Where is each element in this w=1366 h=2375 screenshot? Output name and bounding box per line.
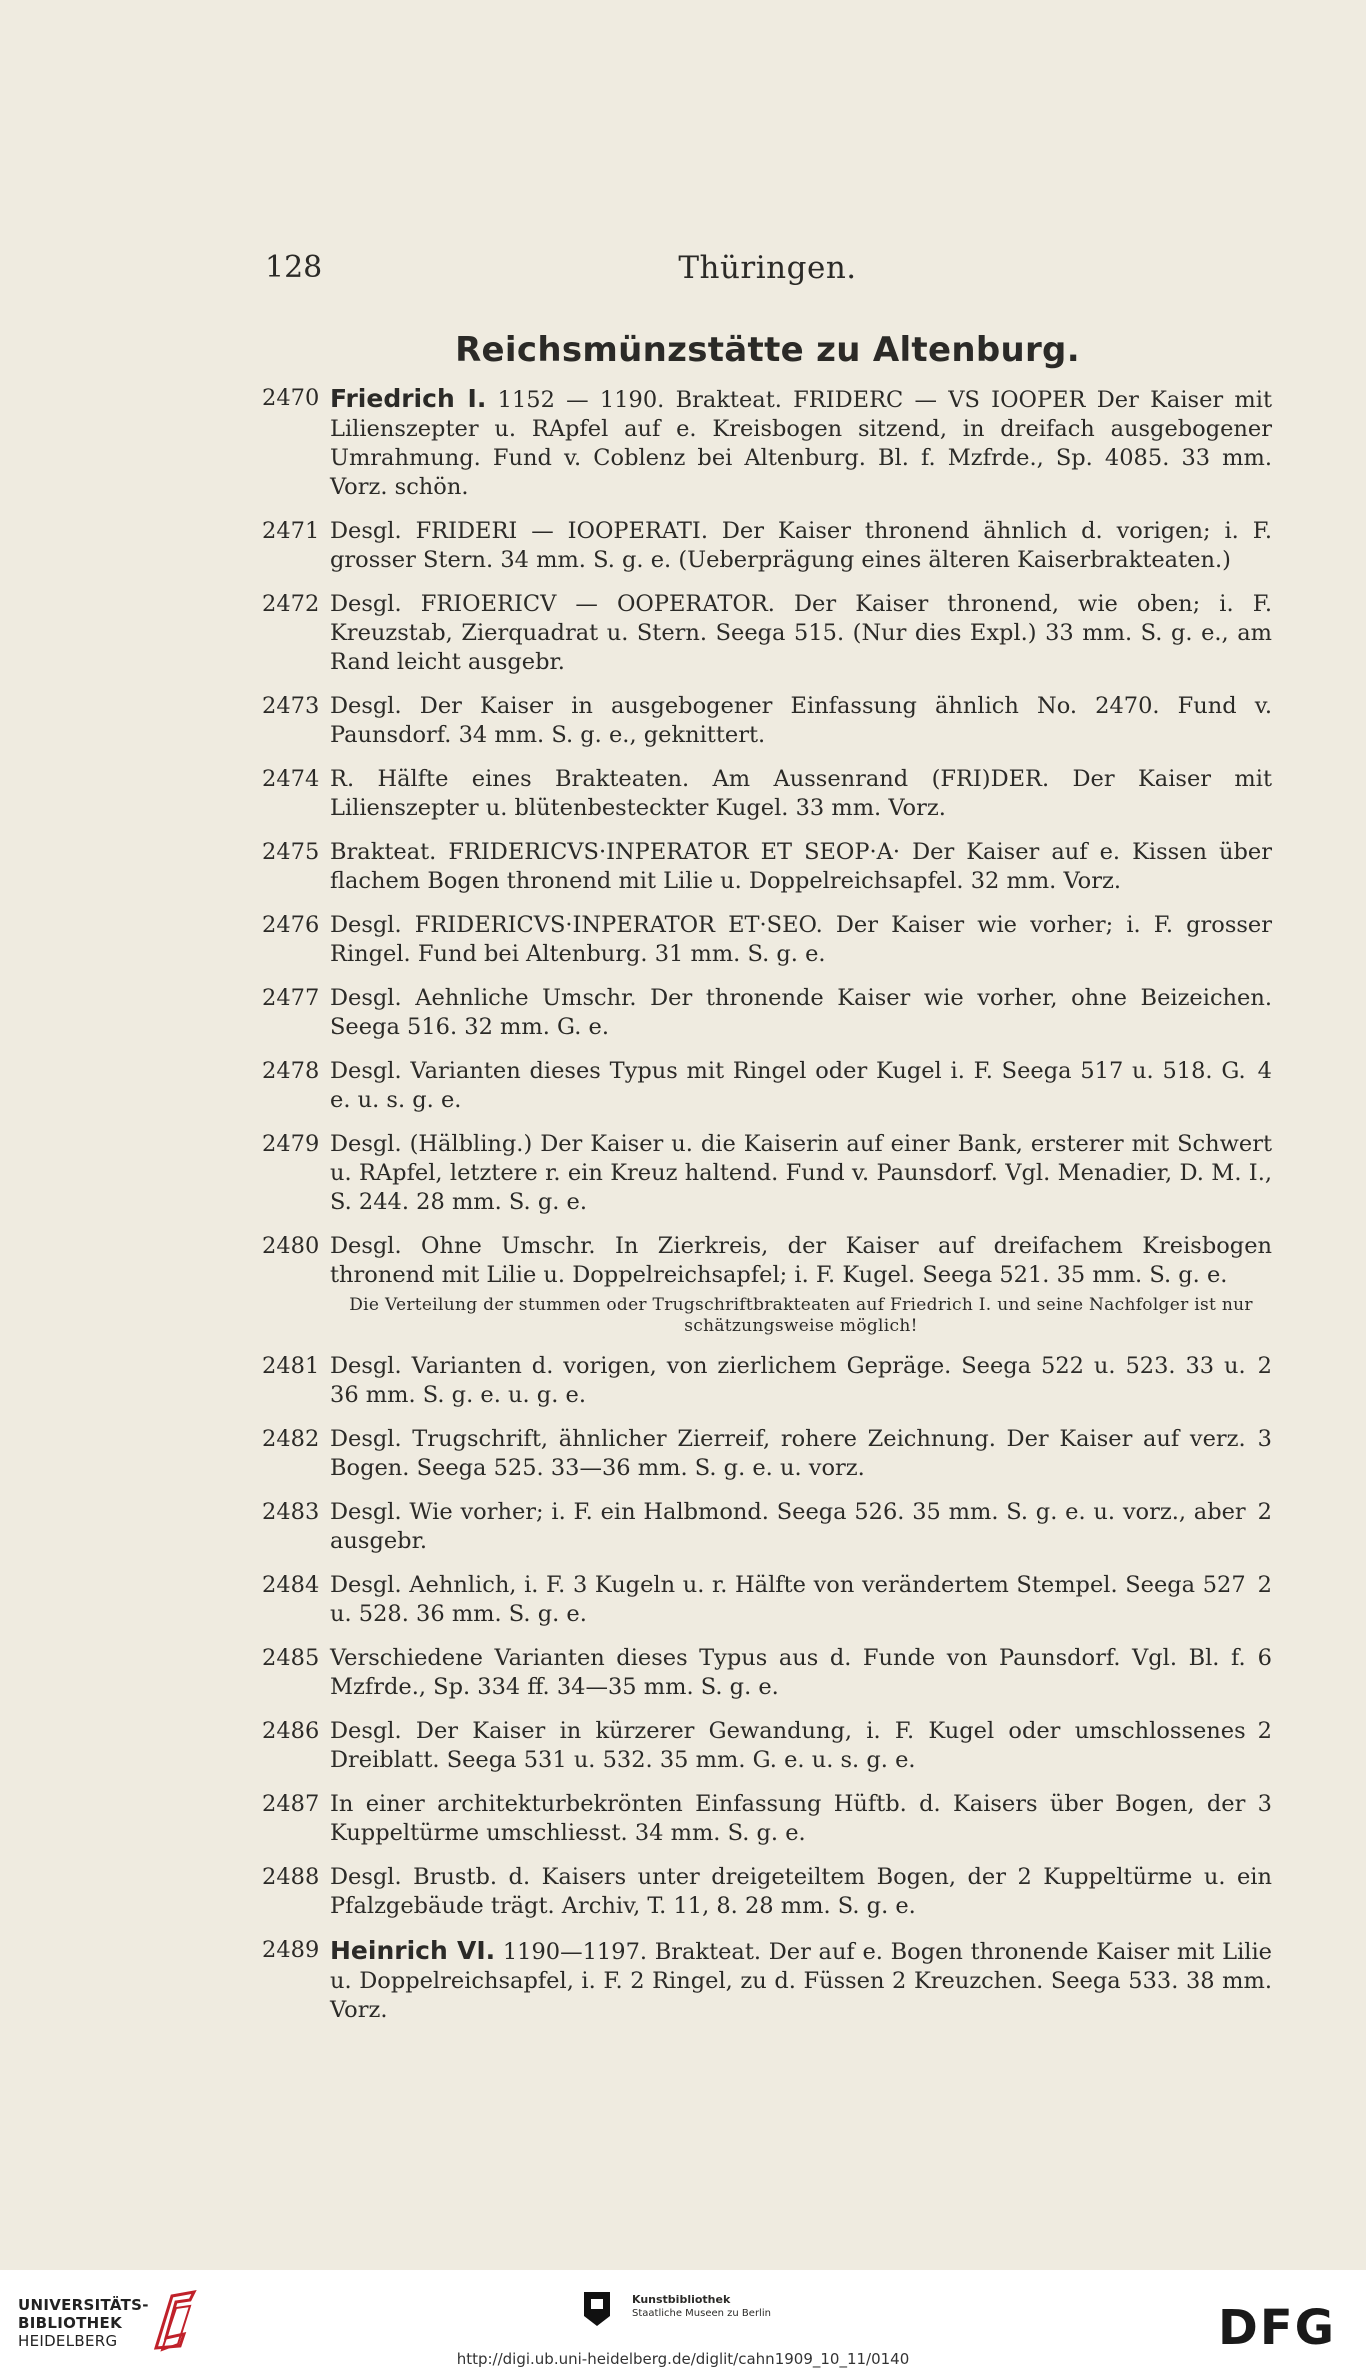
entry-price: 2 bbox=[1257, 1499, 1272, 1525]
entry-text: Verschiedene Varianten dieses Typus aus d. Funde von Paunsdorf. Vgl. Bl. f. Mzfrde., Sp. 334 ff. 34—35 mm. S. g. e. bbox=[330, 1645, 1246, 1700]
catalog-entry bbox=[262, 911, 1272, 969]
catalog-entry bbox=[262, 590, 1272, 677]
entry-text: Desgl. Aehnliche Umschr. Der thronende Kaiser wie vorher, ohne Beizeichen. Seega 516. 32 mm. G. e. bbox=[330, 985, 1272, 1040]
entry-number: 2473 bbox=[262, 693, 320, 719]
entry-text: R. Hälfte eines Brakteaten. Am Aussenrand (FRI)DER. Der Kaiser mit Lilienszepter u. blütenbesteckter Kugel. 33 mm. Vorz. bbox=[330, 766, 1272, 821]
entry-ruler: Friedrich I. bbox=[330, 384, 487, 413]
catalog-entry bbox=[262, 1498, 1272, 1556]
entry-text: Desgl. Der Kaiser in ausgebogener Einfassung ähnlich No. 2470. Fund v. Paunsdorf. 34 mm. S. g. e., geknittert. bbox=[330, 693, 1272, 748]
entry-text: Desgl. (Hälbling.) Der Kaiser u. die Kaiserin auf einer Bank, ersterer mit Schwert u. RApfel, letztere r. ein Kreuz haltend. Fund v. Paunsdorf. Vgl. Menadier, D. M. I., S. 244. 28 mm. S. g. e. bbox=[330, 1131, 1272, 1215]
entry-text: Desgl. Brustb. d. Kaisers unter dreigeteiltem Bogen, der 2 Kuppeltürme u. ein Pfalzgebäude trägt. Archiv, T. 11, 8. 28 mm. S. g. e. bbox=[330, 1864, 1272, 1919]
catalog-entry bbox=[262, 1130, 1272, 1217]
entry-number: 2474 bbox=[262, 766, 320, 792]
entry-ruler: Heinrich VI. bbox=[330, 1936, 496, 1965]
dfg-logo[interactable]: DFG bbox=[1218, 2300, 1337, 2356]
university-library-logo[interactable] bbox=[18, 2296, 149, 2350]
entry-number: 2477 bbox=[262, 985, 320, 1011]
entry-price: 2 bbox=[1257, 1718, 1272, 1744]
entry-number: 2483 bbox=[262, 1499, 320, 1525]
catalog-entry bbox=[262, 517, 1272, 575]
entry-price: 6 bbox=[1257, 1645, 1272, 1671]
entry-text: Desgl. Trugschrift, ähnlicher Zierreif, rohere Zeichnung. Der Kaiser auf verz. Bogen. Seega 525. 33—36 mm. S. g. e. u. vorz. bbox=[330, 1426, 1246, 1481]
entry-text: Desgl. FRIDERI — IOOPERATI. Der Kaiser thronend ähnlich d. vorigen; i. F. grosser Stern. 34 mm. S. g. e. (Ueberprägung eines älteren Kaiserbrakteaten.) bbox=[330, 518, 1272, 573]
entry-number: 2488 bbox=[262, 1864, 320, 1890]
catalog-entry bbox=[262, 1717, 1272, 1775]
footer-band bbox=[0, 2270, 1366, 2375]
kb-line1: Kunstbibliothek bbox=[632, 2293, 731, 2306]
kb-line2: Staatliche Museen zu Berlin bbox=[632, 2308, 771, 2319]
catalog-entries bbox=[262, 384, 1272, 2040]
entry-price: 2 bbox=[1257, 1353, 1272, 1379]
catalog-entry bbox=[262, 1790, 1272, 1848]
entry-number: 2479 bbox=[262, 1131, 320, 1157]
entry-number: 2482 bbox=[262, 1426, 320, 1452]
catalog-entry bbox=[262, 1057, 1272, 1115]
uni-logo-line3: HEIDELBERG bbox=[18, 2332, 118, 2350]
entry-number: 2480 bbox=[262, 1233, 320, 1259]
entry-number: 2486 bbox=[262, 1718, 320, 1744]
entry-price: 2 bbox=[1257, 1572, 1272, 1598]
entry-text: Desgl. Der Kaiser in kürzerer Gewandung, i. F. Kugel oder umschlossenes Dreiblatt. Seega 531 u. 532. 35 mm. G. e. u. s. g. e. bbox=[330, 1718, 1246, 1773]
catalog-entry bbox=[262, 1863, 1272, 1921]
entry-text: Desgl. Varianten dieses Typus mit Ringel oder Kugel i. F. Seega 517 u. 518. G. e. u. s. g. e. bbox=[330, 1058, 1246, 1113]
section-title: Reichsmünzstätte zu Altenburg. bbox=[455, 330, 1080, 370]
entry-price: 4 bbox=[1257, 1058, 1272, 1084]
running-head: Thüringen. bbox=[678, 250, 857, 286]
entry-number: 2475 bbox=[262, 839, 320, 865]
catalog-entry bbox=[262, 838, 1272, 896]
entry-text: Desgl. FRIOERICV — OOPERATOR. Der Kaiser thronend, wie oben; i. F. Kreuzstab, Zierquadrat u. Stern. Seega 515. (Nur dies Expl.) 33 mm. S. g. e., am Rand leicht ausgebr. bbox=[330, 591, 1272, 675]
entry-text: 1152 — 1190. Brakteat. FRIDERC — VS IOOPER Der Kaiser mit Lilienszepter u. RApfel auf e. Kreisbogen sitzend, in dreifach ausgebogener Umrahmung. Fund v. Coblenz bei Altenburg. Bl. f. Mzfrde., Sp. 4085. 33 mm. Vorz. schön. bbox=[330, 387, 1272, 500]
entry-text: Desgl. Ohne Umschr. In Zierkreis, der Kaiser auf dreifachem Kreisbogen thronend mit Lilie u. Doppelreichsapfel; i. F. Kugel. Seega 521. 35 mm. S. g. e. bbox=[330, 1233, 1272, 1288]
uni-emblem-icon bbox=[150, 2288, 200, 2358]
catalog-entry bbox=[262, 1644, 1272, 1702]
entry-number: 2476 bbox=[262, 912, 320, 938]
catalog-entry bbox=[262, 1352, 1272, 1410]
catalog-entry bbox=[262, 765, 1272, 823]
entry-number: 2470 bbox=[262, 385, 320, 411]
entry-number: 2471 bbox=[262, 518, 320, 544]
catalog-entry bbox=[262, 1571, 1272, 1629]
catalog-entry bbox=[262, 1936, 1272, 2025]
entry-number: 2485 bbox=[262, 1645, 320, 1671]
entry-price: 3 bbox=[1257, 1426, 1272, 1452]
entry-text: In einer architekturbekrönten Einfassung Hüftb. d. Kaisers über Bogen, der 3 Kuppeltürme umschliesst. 34 mm. S. g. e. bbox=[330, 1791, 1272, 1846]
entry-number: 2489 bbox=[262, 1937, 320, 1963]
footnote: Die Verteilung der stummen oder Trugschriftbrakteaten auf Friedrich I. und seine Nachfolger ist nur schätzungsweise möglich! bbox=[349, 1295, 1253, 1336]
entry-text: Desgl. FRIDERICVS·INPERATOR ET·SEO. Der Kaiser wie vorher; i. F. grosser Ringel. Fund bei Altenburg. 31 mm. S. g. e. bbox=[330, 912, 1272, 967]
entry-number: 2478 bbox=[262, 1058, 320, 1084]
entry-text: Desgl. Varianten d. vorigen, von zierlichem Gepräge. Seega 522 u. 523. 33 u. 36 mm. S. g. e. u. g. e. bbox=[330, 1353, 1246, 1408]
permalink-url[interactable]: http://digi.ub.uni-heidelberg.de/diglit/cahn1909_10_11/0140 bbox=[456, 2350, 910, 2368]
entry-number: 2481 bbox=[262, 1353, 320, 1379]
entry-text: Desgl. Aehnlich, i. F. 3 Kugeln u. r. Hälfte von verändertem Stempel. Seega 527 u. 528. 36 mm. S. g. e. bbox=[330, 1572, 1246, 1627]
entry-number: 2472 bbox=[262, 591, 320, 617]
entry-number: 2484 bbox=[262, 1572, 320, 1598]
entry-text: Brakteat. FRIDERICVS·INPERATOR ET SEOP·A· Der Kaiser auf e. Kissen über flachem Bogen thronend mit Lilie u. Doppelreichsapfel. 32 mm. Vorz. bbox=[330, 839, 1272, 894]
uni-logo-line1: UNIVERSITÄTS- bbox=[18, 2296, 149, 2314]
entry-text: 1190—1197. Brakteat. Der auf e. Bogen thronende Kaiser mit Lilie u. Doppelreichsapfel, i. F. 2 Ringel, zu d. Füssen 2 Kreuzchen. Seega 533. 38 mm. Vorz. bbox=[330, 1939, 1272, 2023]
entry-text: Desgl. Wie vorher; i. F. ein Halbmond. Seega 526. 35 mm. S. g. e. u. vorz., aber ausgebr. bbox=[330, 1499, 1246, 1554]
page-header bbox=[265, 250, 1270, 290]
kunstbibliothek-emblem-icon bbox=[582, 2290, 612, 2328]
catalog-entry bbox=[262, 1232, 1272, 1290]
catalog-entry bbox=[262, 384, 1272, 502]
entry-number: 2487 bbox=[262, 1791, 320, 1817]
catalog-entry bbox=[262, 692, 1272, 750]
page-number: 128 bbox=[265, 250, 323, 285]
catalog-entry bbox=[262, 984, 1272, 1042]
uni-logo-line2: BIBLIOTHEK bbox=[18, 2314, 122, 2332]
catalog-entry bbox=[262, 1425, 1272, 1483]
